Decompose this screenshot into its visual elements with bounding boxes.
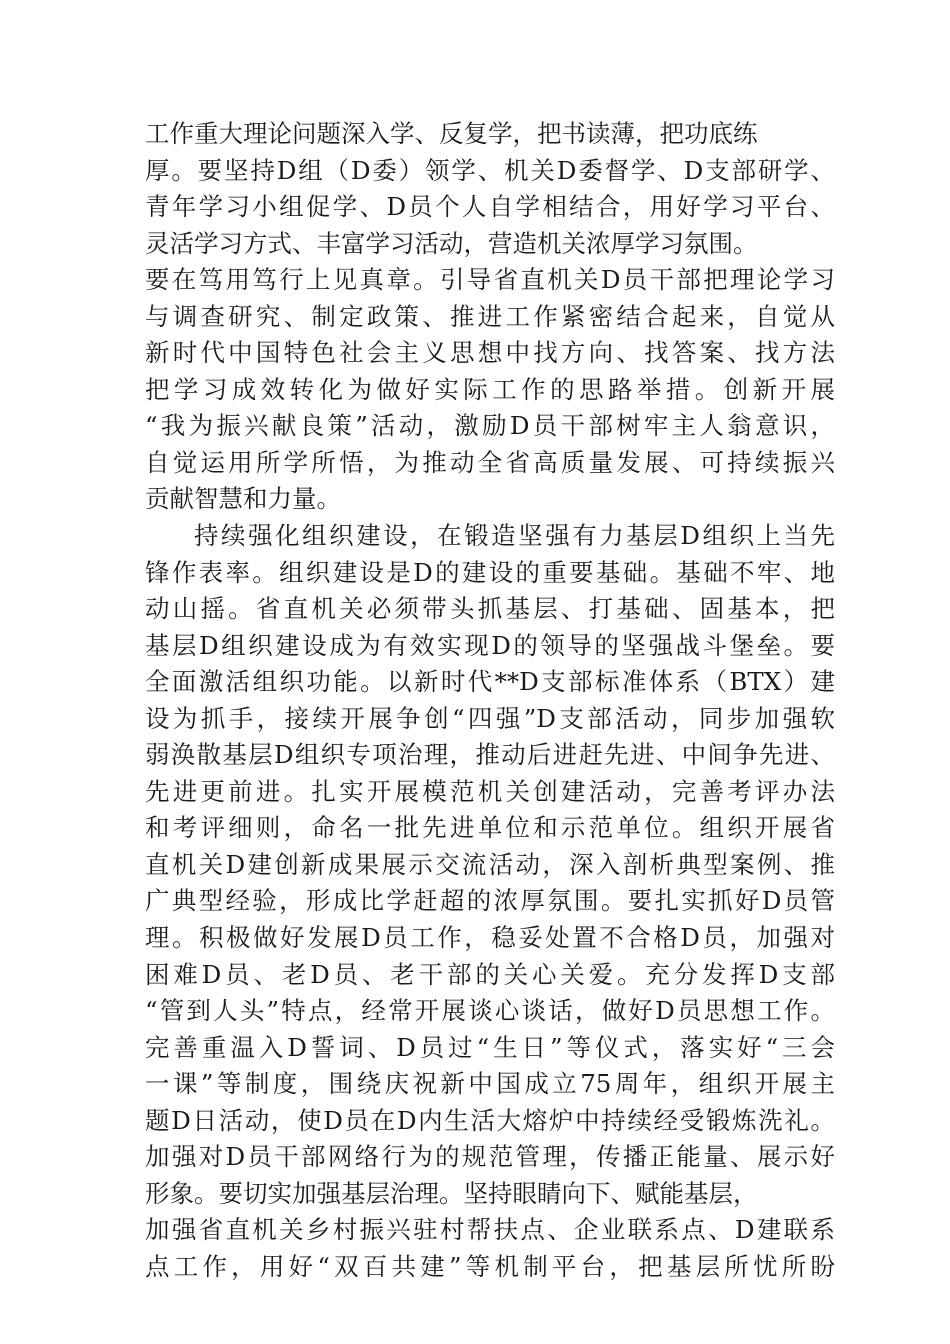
text-line: 一课”等制度，围绕庆祝新中国成立75周年，组织开展主 [145,1069,835,1099]
text-line: 厚。要坚持D组（D委）领学、机关D委督学、D支部研学、 [145,155,835,185]
text-line: “管到人头”特点，经常开展谈心谈话，做好D员思想工作。 [145,996,835,1026]
text-line: 青年学习小组促学、D员个人自学相结合，用好学习平台、 [145,192,835,222]
text-line: “我为振兴献良策”活动，激励D员干部树牢主人翁意识， [145,411,835,441]
text-line: 要在笃用笃行上见真章。引导省直机关D员干部把理论学习 [145,265,835,295]
body-text [145,116,835,1286]
text-line: 直机关D建创新成果展示交流活动，深入剖析典型案例、推 [145,849,835,879]
text-line: 持续强化组织建设，在锻造坚强有力基层D组织上当先 [194,521,835,551]
text-line: 自觉运用所学所悟，为推动全省高质量发展、可持续振兴 [145,447,835,477]
text-line: 加强省直机关乡村振兴驻村帮扶点、企业联系点、D建联系 [145,1215,835,1245]
text-line: 完善重温入D誓词、D员过“生日”等仪式，落实好“三会 [145,1032,835,1062]
paragraph [145,116,835,518]
text-line: 广典型经验，形成比学赶超的浓厚氛围。要扎实抓好D员管 [145,886,835,916]
text-line: 工作重大理论问题深入学、反复学，把书读薄，把功底练 [145,119,758,148]
text-line: 全面激活组织功能。以新时代**D支部标准体系（BTX）建 [145,667,835,697]
text-line: 灵活学习方式、丰富学习活动，营造机关浓厚学习氛围。 [145,228,758,258]
text-line: 题D日活动，使D员在D内生活大熔炉中持续经受锻炼洗礼。 [145,1105,835,1135]
text-line: 弱涣散基层D组织专项治理，推动后进赶先进、中间争先进、 [145,740,835,770]
text-line: 把学习成效转化为做好实际工作的思路举措。创新开展 [145,374,835,404]
paragraph [145,518,835,1285]
text-line: 动山摇。省直机关必须带头抓基层、打基础、固基本，把 [145,594,835,624]
text-line: 贡献智慧和力量。 [145,484,341,514]
text-line: 和考评细则，命名一批先进单位和示范单位。组织开展省 [145,813,835,843]
text-line: 理。积极做好发展D员工作，稳妥处置不合格D员，加强对 [145,923,835,953]
text-line: 点工作，用好“双百共建”等机制平台，把基层所忧所盼 [145,1251,835,1281]
text-line: 困难D员、老D员、老干部的关心关爱。充分发挥D支部 [145,959,835,989]
text-line: 先进更前进。扎实开展模范机关创建活动，完善考评办法 [145,776,835,806]
text-line: 设为抓手，接续开展争创“四强”D支部活动，同步加强软 [145,703,835,733]
text-line: 加强对D员干部网络行为的规范管理，传播正能量、展示好 [145,1142,835,1172]
text-line: 锋作表率。组织建设是D的建设的重要基础。基础不牢、地 [145,557,835,587]
text-line: 基层D组织建设成为有效实现D的领导的坚强战斗堡垒。要 [145,630,835,660]
text-line: 与调查研究、制定政策、推进工作紧密结合起来，自觉从 [145,301,835,331]
text-line: 新时代中国特色社会主义思想中找方向、找答案、找方法 [145,338,835,368]
text-line: 形象。要切实加强基层治理。坚持眼睛向下、赋能基层， [145,1178,758,1208]
